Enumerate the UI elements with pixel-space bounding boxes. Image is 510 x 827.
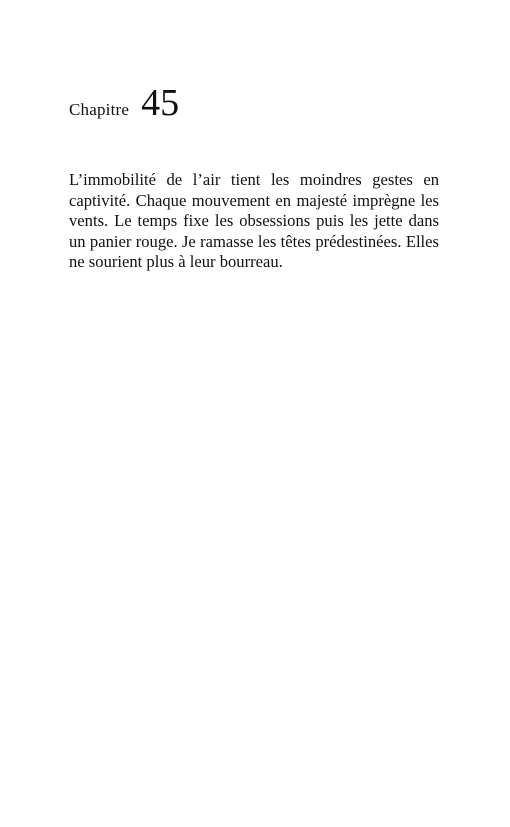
chapter-label: Chapitre — [69, 100, 130, 119]
chapter-heading — [69, 84, 179, 122]
chapter-number: 45 — [141, 82, 180, 124]
body-paragraph: L’immobilité de l’air tient les moindres gestes en captivité. Chaque mouvement en majesté imprègne les vents. Le temps fixe les obsessions puis les jette dans un panier rouge. Je ramasse les têtes prédestinées. Elles ne sourient plus à leur bourreau. — [69, 170, 439, 271]
